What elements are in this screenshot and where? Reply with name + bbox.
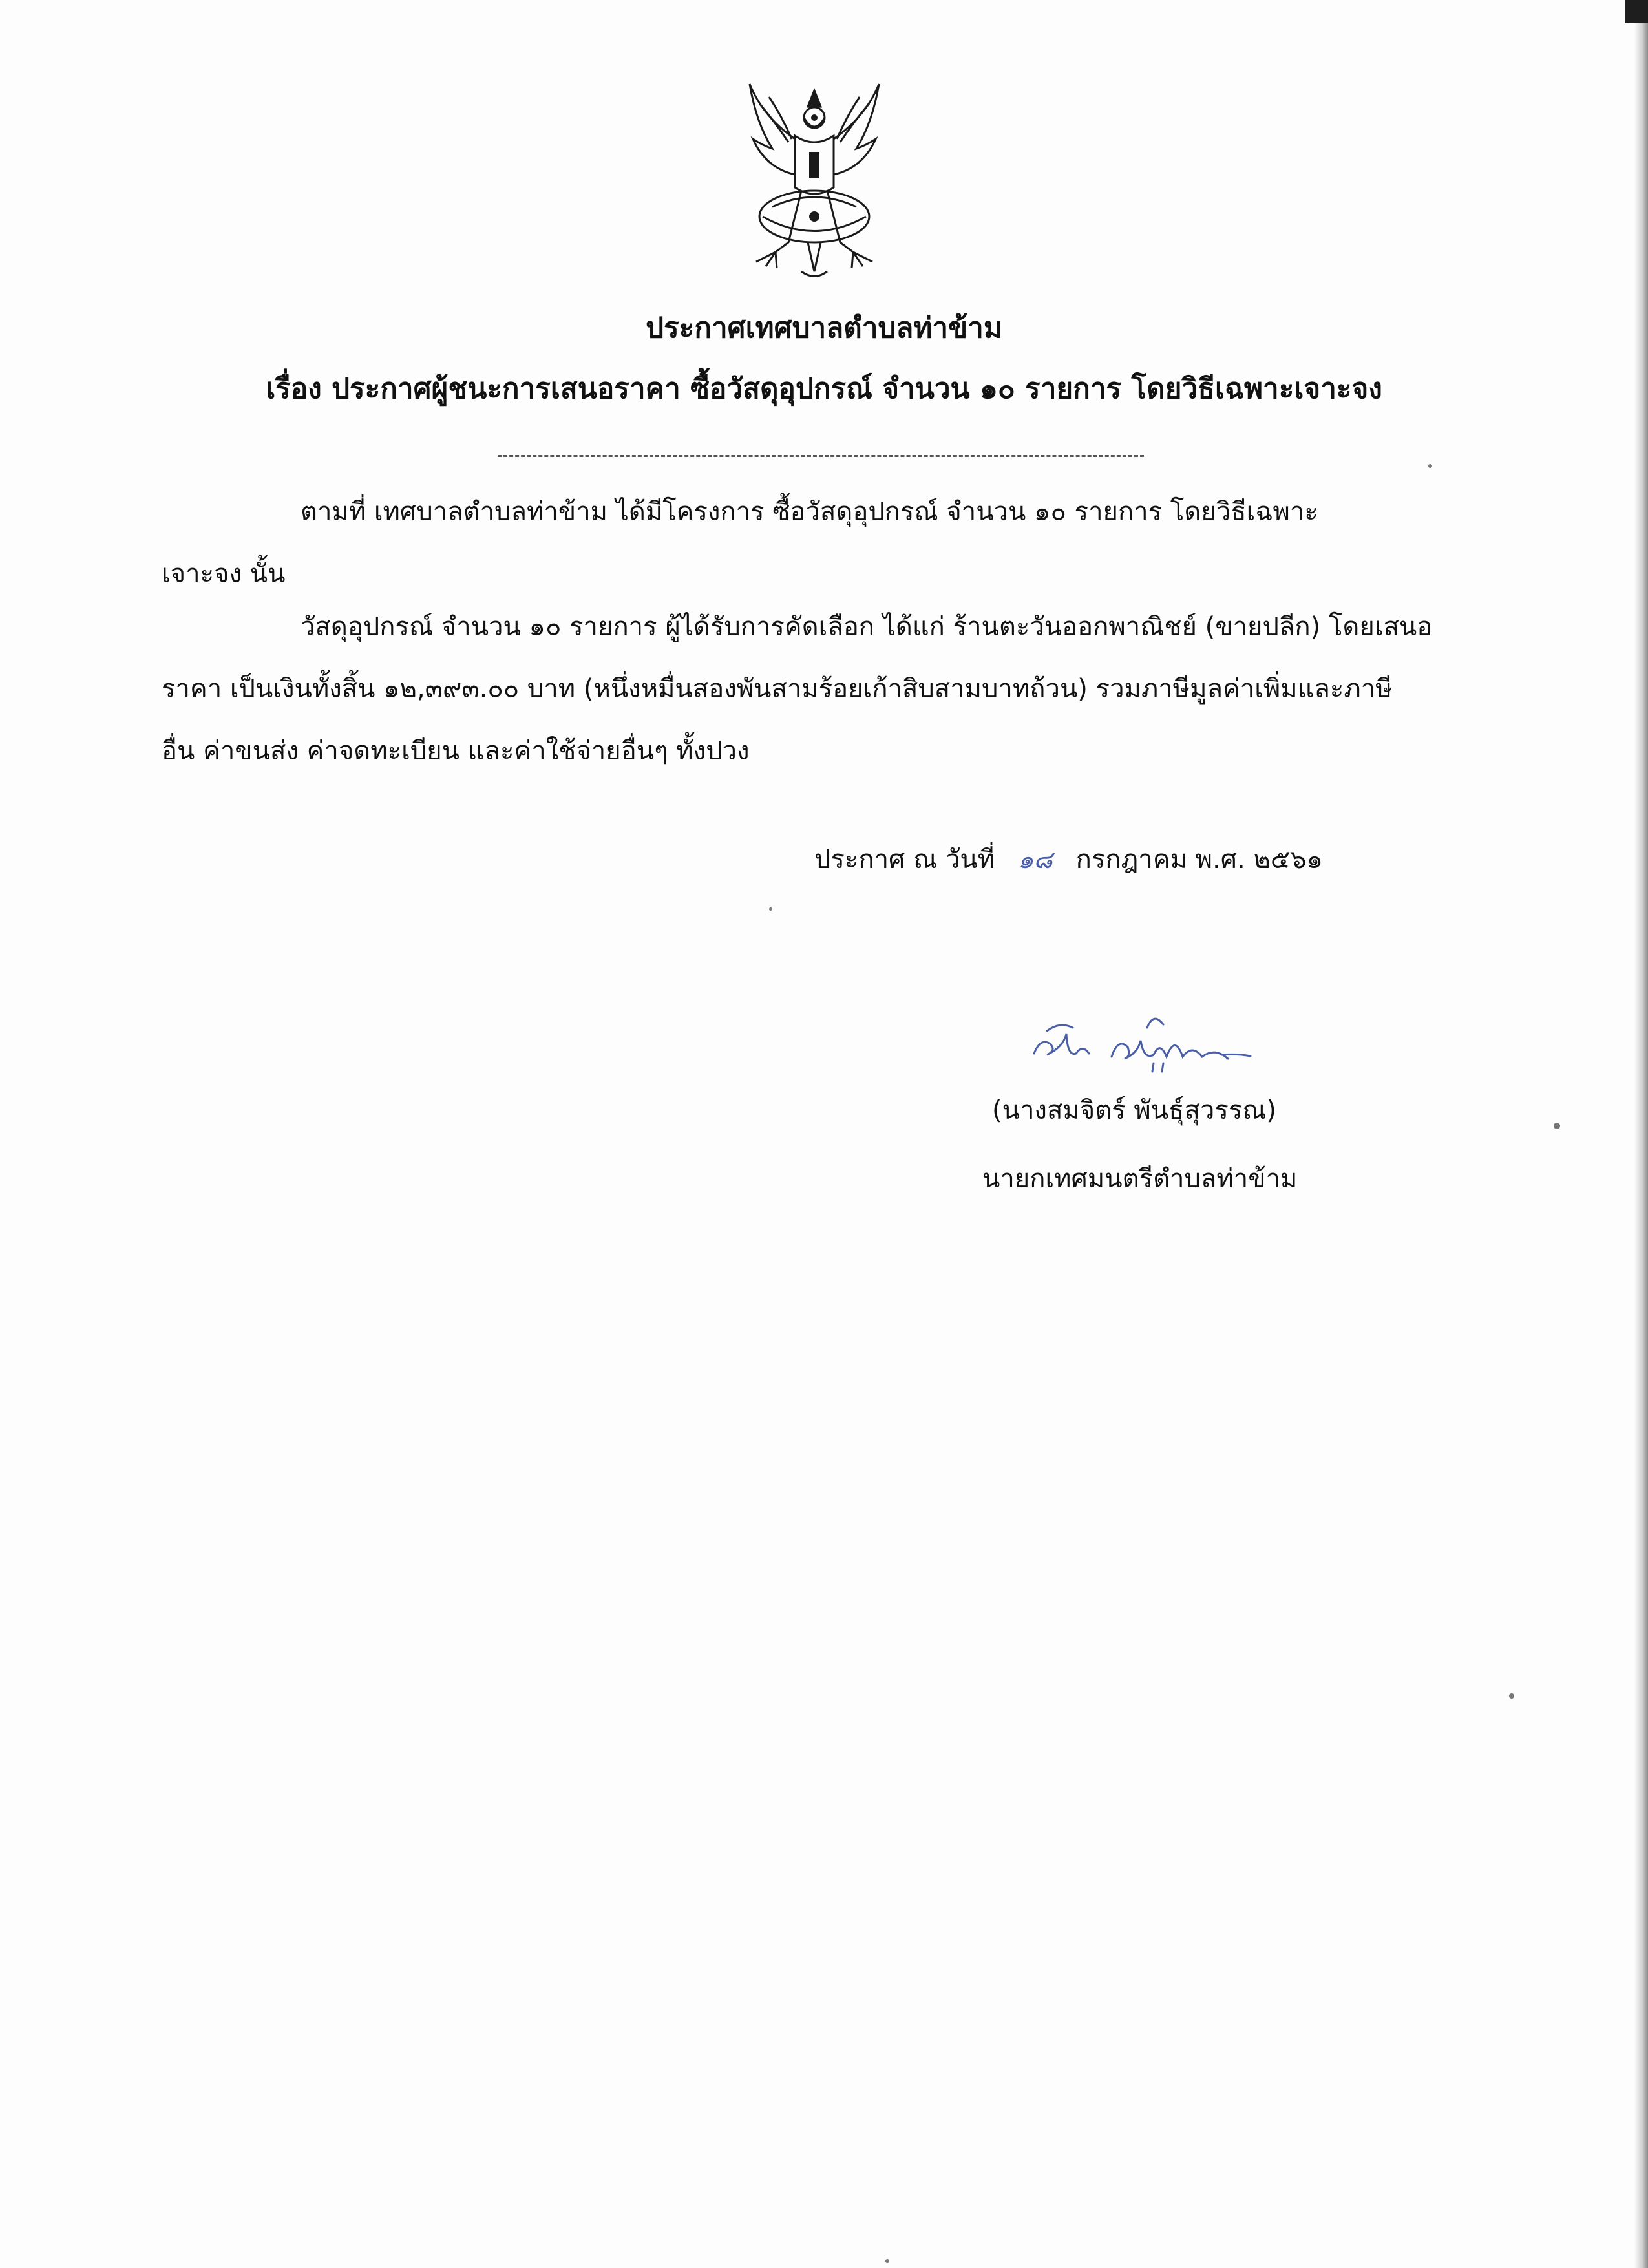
garuda-emblem-icon [737, 78, 892, 284]
title-divider [498, 455, 1144, 457]
paragraph-winner-line-2: ราคา เป็นเงินทั้งสิ้น ๑๒,๓๙๓.๐๐ บาท (หนึ่งหมื่นสองพันสามร้อยเก้าสิบสามบาทถ้วน) รวมภาษีมูลค่าเพิ่มและภาษี [162, 674, 1393, 704]
paragraph-intro-line-2: เจาะจง นั้น [162, 559, 286, 589]
scan-corner-mark [1625, 0, 1648, 23]
scan-speck [1554, 1123, 1560, 1129]
scan-speck [1428, 464, 1432, 468]
paragraph-intro [162, 481, 1486, 605]
announcement-date [814, 840, 1323, 879]
paragraph-winner [162, 596, 1486, 782]
paragraph-winner-line-3: อื่น ค่าขนส่ง ค่าจดทะเบียน และค่าใช้จ่ายอื่นๆ ทั้งปวง [162, 736, 750, 766]
handwritten-signature-icon [1028, 1008, 1260, 1079]
scan-speck [1509, 1693, 1514, 1699]
announcement-subject: เรื่อง ประกาศผู้ชนะการเสนอราคา ซื้อวัสดุอุปกรณ์ จำนวน ๑๐ รายการ โดยวิธีเฉพาะเจาะจง [266, 372, 1382, 405]
paragraph-winner-line-1: วัสดุอุปกรณ์ จำนวน ๑๐ รายการ ผู้ได้รับการคัดเลือก ได้แก่ ร้านตะวันออกพาณิชย์ (ขายปลีก) โดยเสนอ [301, 612, 1433, 642]
announcement-title: ประกาศเทศบาลตำบลท่าข้าม [646, 312, 1002, 344]
handwritten-day: ๑๘ [1018, 845, 1053, 874]
signatory-name: (นางสมจิตร์ พันธุ์สุวรรณ) [992, 1096, 1277, 1125]
paragraph-intro-line-1: ตามที่ เทศบาลตำบลท่าข้าม ได้มีโครงการ ซื้อวัสดุอุปกรณ์ จำนวน ๑๐ รายการ โดยวิธีเฉพาะ [301, 497, 1318, 527]
scan-speck [769, 907, 772, 911]
scan-speck [885, 2259, 889, 2263]
announcement-month-year: กรกฎาคม พ.ศ. ๒๕๖๑ [1075, 845, 1323, 874]
announcement-date-prefix: ประกาศ ณ วันที่ [814, 845, 995, 874]
signatory-position: นายกเทศมนตรีตำบลท่าข้าม [982, 1164, 1298, 1194]
